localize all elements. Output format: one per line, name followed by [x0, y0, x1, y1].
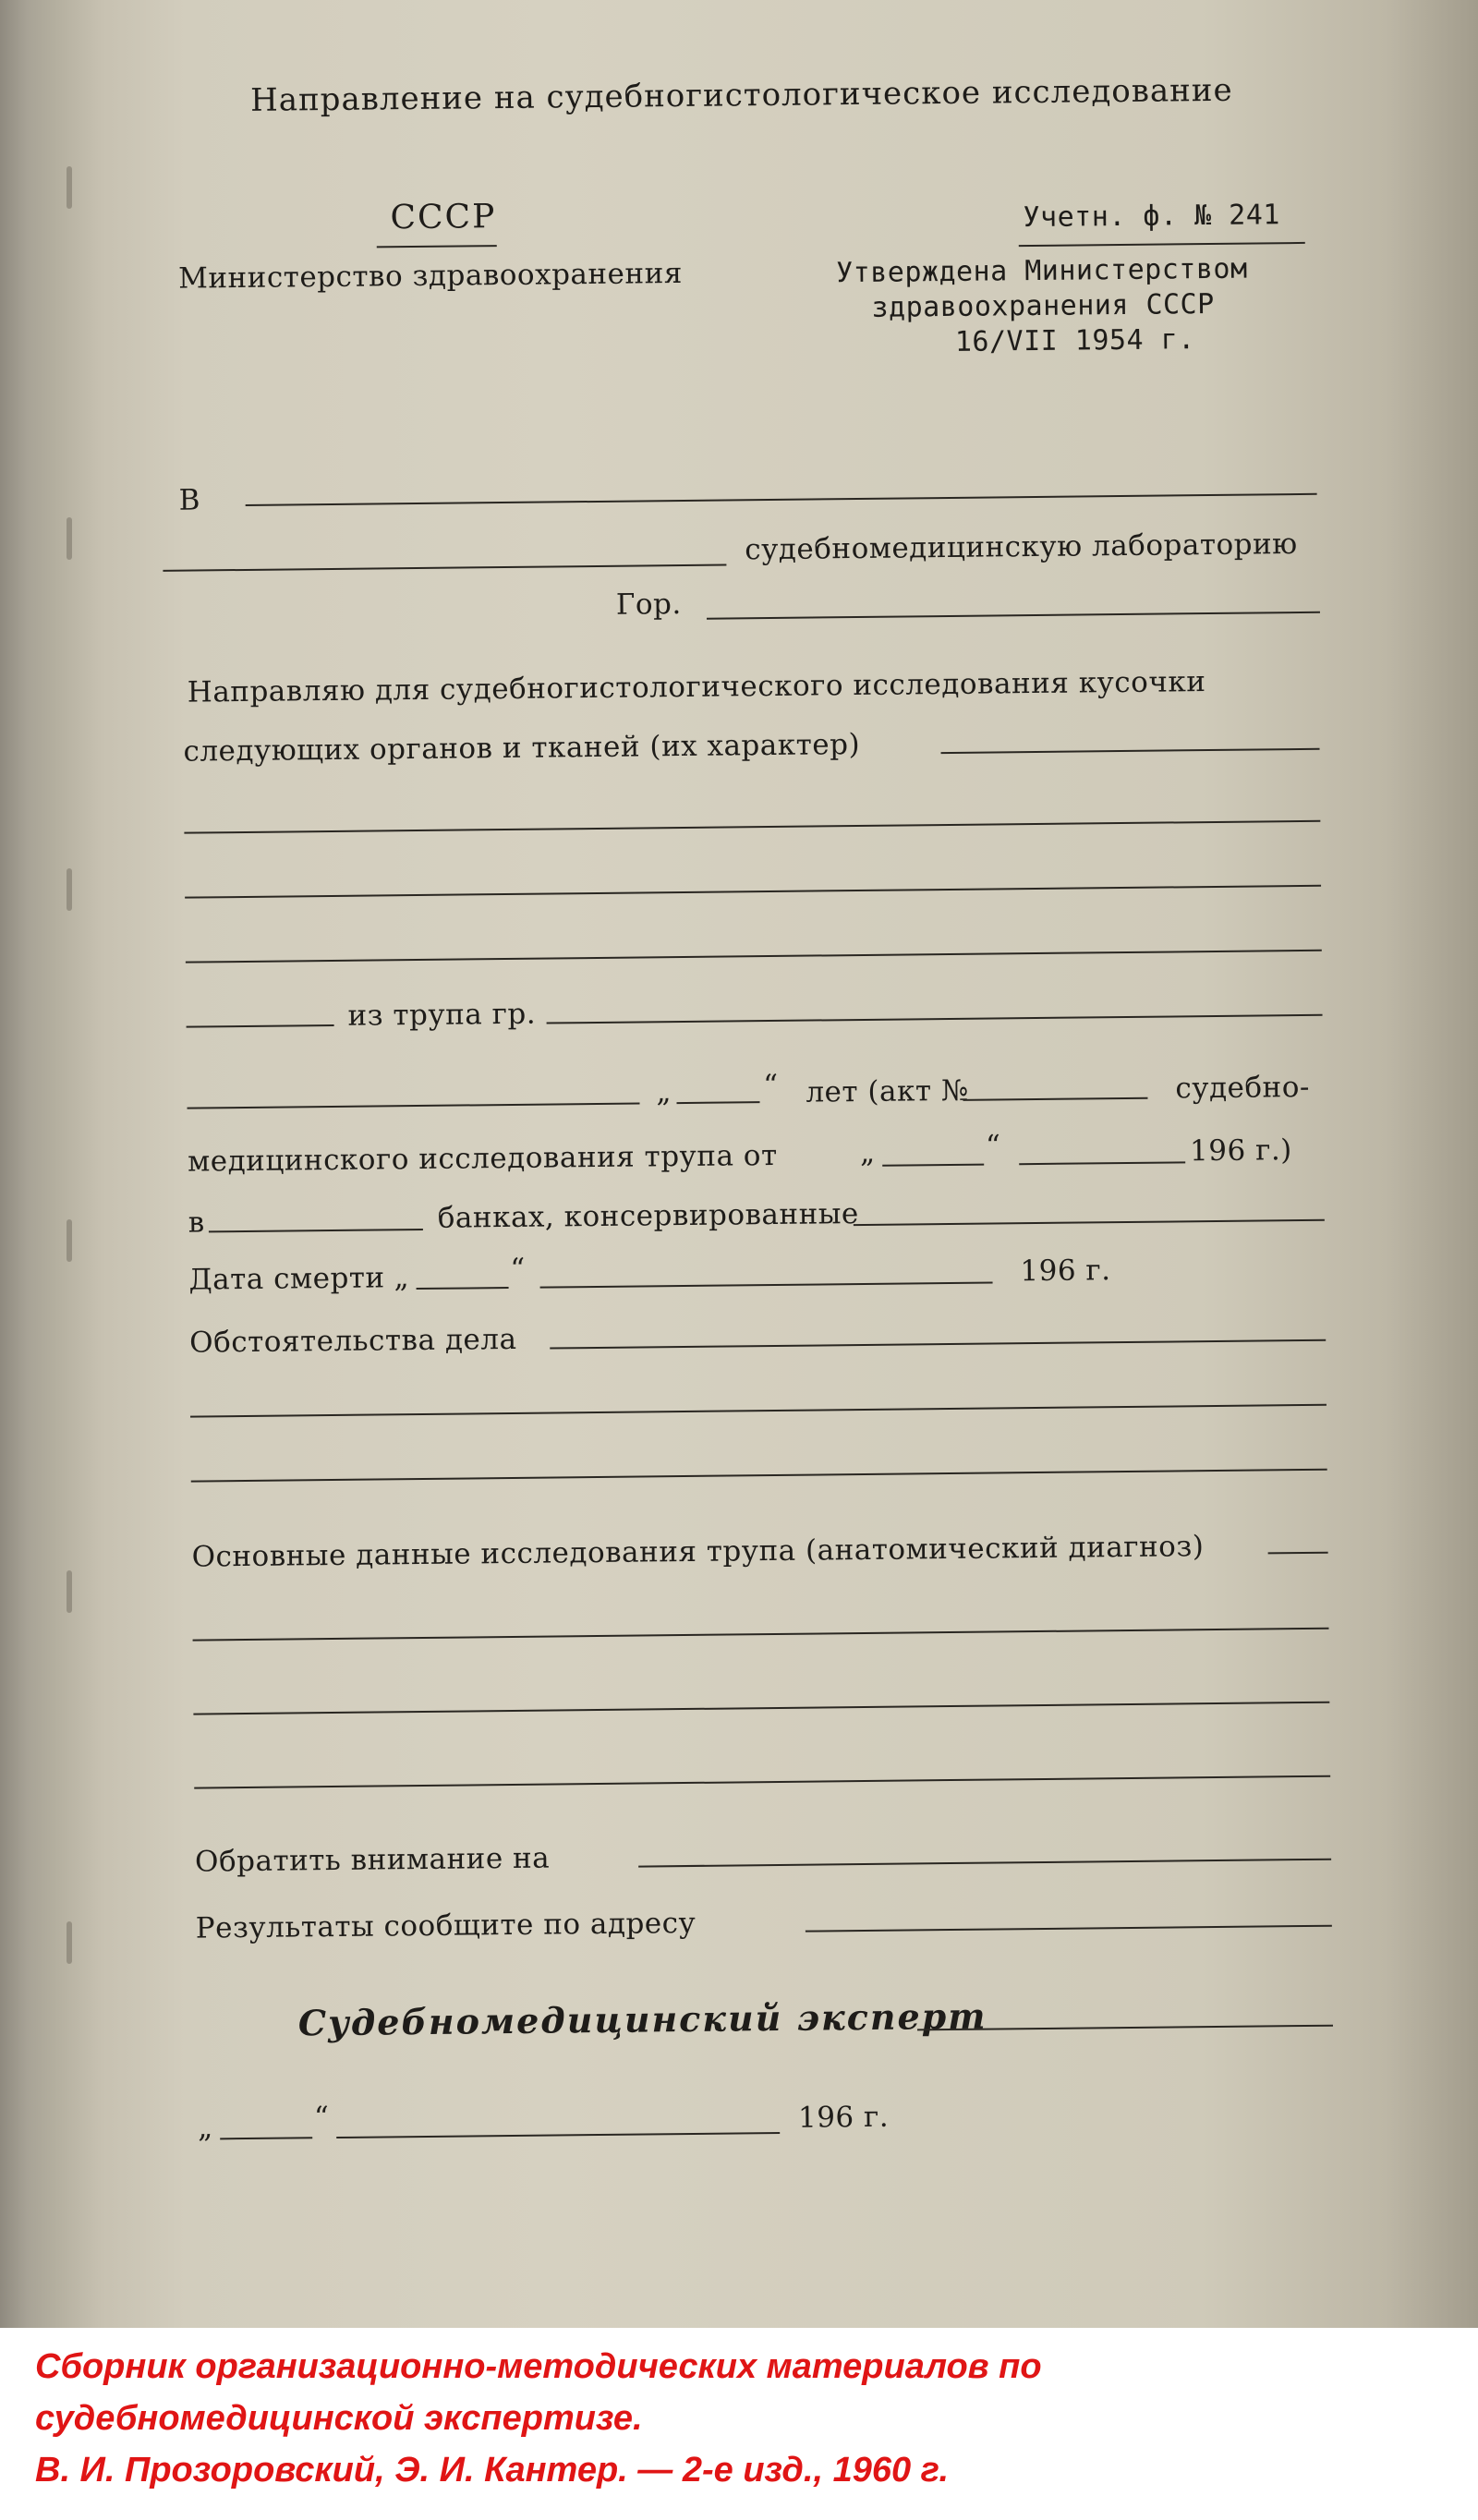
fill-line[interactable] — [194, 1775, 1330, 1789]
to-label: В — [178, 483, 201, 517]
death-date-label: Дата смерти — [188, 1261, 385, 1297]
caption-line: судебномедицинской экспертизе. — [35, 2399, 643, 2438]
age-field[interactable] — [676, 1101, 759, 1104]
binding-stitch — [67, 1921, 72, 1964]
source-caption — [35, 2341, 1458, 2496]
quote-open: „ — [656, 1075, 672, 1109]
fill-line[interactable] — [184, 820, 1320, 834]
quote-open: „ — [859, 1135, 876, 1170]
caption-line: В. И. Прозоровский, Э. И. Кантер. — 2-е изд., 1960 г. — [35, 2451, 950, 2490]
jars-label: банках, консервированные — [437, 1197, 859, 1235]
fill-line[interactable] — [163, 563, 726, 571]
ministry-label: Министерство здравоохранения — [177, 256, 684, 296]
country-label: СССР — [390, 198, 497, 237]
fill-line[interactable] — [190, 1404, 1327, 1418]
send-text: Направляю для судебногистологического исследования кусочки — [187, 665, 1206, 709]
fill-line[interactable] — [186, 950, 1322, 963]
form-number: Учетн. ф. № 241 — [1023, 199, 1281, 235]
forensic-label: медицинского исследования трупа от — [187, 1138, 778, 1179]
expert-label: Судебномедицинский эксперт — [297, 1994, 987, 2044]
divider — [1019, 242, 1305, 247]
binding-stitch — [67, 517, 72, 560]
fill-line[interactable] — [185, 885, 1321, 899]
binding-stitch — [67, 166, 72, 209]
results-label: Результаты сообщите по адресу — [195, 1906, 697, 1945]
circumstances-label: Обстоятельства дела — [188, 1322, 517, 1360]
fill-line[interactable] — [188, 1103, 640, 1109]
caption-line: Сборник организационно-методических материалов по — [35, 2347, 1042, 2386]
fill-line[interactable] — [187, 1024, 334, 1028]
approval-date: 16/VII 1954 г. — [954, 323, 1195, 358]
send-text: следующих органов и тканей (их характер) — [183, 727, 861, 769]
year-label: 196 г.) — [1189, 1133, 1292, 1169]
fill-line[interactable] — [246, 493, 1317, 506]
years-label: лет (акт № — [806, 1073, 969, 1109]
fill-line[interactable] — [941, 748, 1320, 754]
jars-count-field[interactable] — [209, 1229, 423, 1232]
attention-field[interactable] — [638, 1859, 1331, 1868]
fill-line[interactable] — [191, 1469, 1327, 1483]
date-month-field[interactable] — [1019, 1161, 1185, 1165]
city-label: Гор. — [615, 588, 682, 622]
forensic-label: судебно- — [1175, 1070, 1311, 1106]
year-label: 196 г. — [1020, 1254, 1111, 1289]
fill-line[interactable] — [193, 1628, 1329, 1642]
referral-form — [139, 0, 1419, 2328]
attention-label: Обратить внимание на — [194, 1841, 551, 1879]
fill-line[interactable] — [1268, 1552, 1328, 1555]
death-month-field[interactable] — [540, 1282, 993, 1289]
in-label: в — [188, 1205, 205, 1240]
quote-open: „ — [197, 2111, 213, 2145]
main-data-label: Основные данные исследования трупа (анатомический диагноз) — [191, 1530, 1205, 1574]
preservation-field[interactable] — [854, 1219, 1325, 1226]
binding-stitch — [67, 868, 72, 911]
quote-close: “ — [510, 1252, 526, 1286]
sign-month-field[interactable] — [336, 2132, 780, 2138]
quote-open: „ — [394, 1261, 410, 1295]
lab-label: судебномедицинскую лабораторию — [745, 527, 1298, 567]
year-label: 196 г. — [797, 2100, 890, 2135]
form-title: Направление на судебногистологическое исследование — [249, 71, 1233, 119]
binding-stitch — [67, 1219, 72, 1262]
sign-day-field[interactable] — [220, 2137, 312, 2139]
quote-close: “ — [985, 1129, 1001, 1163]
fill-line[interactable] — [193, 1702, 1329, 1715]
death-day-field[interactable] — [417, 1287, 509, 1290]
quote-close: “ — [313, 2101, 330, 2135]
corpse-label: из трупа гр. — [347, 997, 537, 1033]
act-number-field[interactable] — [963, 1097, 1147, 1101]
corpse-name-field[interactable] — [547, 1014, 1323, 1024]
circumstances-field[interactable] — [550, 1339, 1326, 1350]
approval-line: Утверждена Министерством — [835, 252, 1248, 290]
binding-stitch — [67, 1570, 72, 1613]
divider — [377, 245, 497, 248]
city-field[interactable] — [707, 612, 1320, 620]
date-day-field[interactable] — [882, 1164, 984, 1167]
quote-close: “ — [763, 1068, 779, 1103]
address-field[interactable] — [806, 1925, 1332, 1932]
approval-line: здравоохранения СССР — [871, 287, 1215, 324]
